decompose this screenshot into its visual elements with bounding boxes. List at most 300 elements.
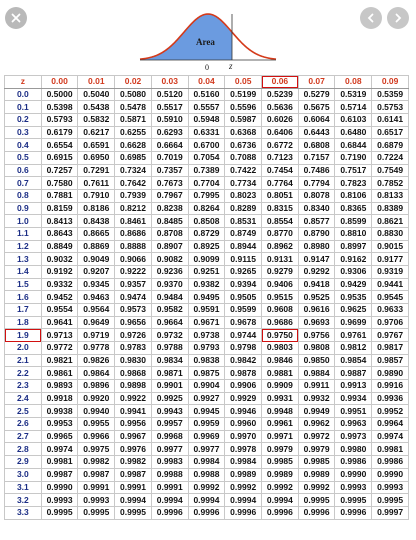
table-row — [5, 88, 409, 101]
table-cell: 0.6950 — [78, 152, 115, 165]
row-z-value: 1.6 — [5, 291, 42, 304]
table-cell: 0.5319 — [335, 88, 372, 101]
table-cell: 0.9788 — [151, 342, 188, 355]
table-cell: 0.7642 — [115, 177, 152, 190]
table-cell: 0.9545 — [372, 291, 409, 304]
table-cell: 0.9898 — [115, 380, 152, 393]
row-z-value: 3.2 — [5, 494, 42, 507]
table-cell: 0.9803 — [262, 342, 299, 355]
table-cell: 0.9846 — [262, 354, 299, 367]
table-cell: 0.6331 — [188, 126, 225, 139]
table-cell: 0.6554 — [41, 139, 78, 152]
table-cell: 0.7580 — [41, 177, 78, 190]
row-z-value: 2.3 — [5, 380, 42, 393]
table-cell: 0.9973 — [335, 430, 372, 443]
table-cell: 0.6443 — [298, 126, 335, 139]
table-cell: 0.7852 — [372, 177, 409, 190]
table-cell: 0.9979 — [262, 443, 299, 456]
table-cell: 0.6255 — [115, 126, 152, 139]
row-z-value: 0.1 — [5, 101, 42, 114]
normal-curve-diagram — [0, 0, 416, 74]
table-cell: 0.5279 — [298, 88, 335, 101]
table-cell: 0.6700 — [188, 139, 225, 152]
table-cell: 0.7088 — [225, 152, 262, 165]
table-cell: 0.9996 — [151, 506, 188, 519]
table-cell: 0.9750 — [262, 329, 299, 342]
table-row — [5, 506, 409, 519]
table-cell: 0.8790 — [298, 228, 335, 241]
table-row — [5, 152, 409, 165]
row-z-value: 0.0 — [5, 88, 42, 101]
table-cell: 0.9989 — [225, 468, 262, 481]
table-cell: 0.9864 — [78, 367, 115, 380]
table-cell: 0.9995 — [298, 494, 335, 507]
table-row — [5, 494, 409, 507]
table-cell: 0.9986 — [335, 456, 372, 469]
table-cell: 0.9738 — [188, 329, 225, 342]
table-cell: 0.9996 — [225, 506, 262, 519]
table-cell: 0.9884 — [298, 367, 335, 380]
table-cell: 0.9678 — [225, 316, 262, 329]
table-cell: 0.9441 — [372, 278, 409, 291]
table-cell: 0.8980 — [298, 240, 335, 253]
table-cell: 0.9936 — [372, 392, 409, 405]
table-cell: 0.9989 — [298, 468, 335, 481]
table-cell: 0.9989 — [262, 468, 299, 481]
table-cell: 0.9817 — [372, 342, 409, 355]
table-cell: 0.9147 — [298, 253, 335, 266]
table-cell: 0.9656 — [115, 316, 152, 329]
table-cell: 0.7019 — [151, 152, 188, 165]
table-cell: 0.9641 — [41, 316, 78, 329]
table-cell: 0.9997 — [372, 506, 409, 519]
table-cell: 0.7734 — [225, 177, 262, 190]
table-cell: 0.8186 — [78, 202, 115, 215]
table-cell: 0.9990 — [335, 468, 372, 481]
table-cell: 0.6064 — [298, 114, 335, 127]
table-cell: 0.9993 — [41, 494, 78, 507]
table-cell: 0.7422 — [225, 164, 262, 177]
table-cell: 0.7910 — [78, 190, 115, 203]
table-cell: 0.9857 — [372, 354, 409, 367]
table-cell: 0.8438 — [78, 215, 115, 228]
table-cell: 0.9934 — [335, 392, 372, 405]
column-header: 0.07 — [298, 76, 335, 89]
table-cell: 0.7611 — [78, 177, 115, 190]
table-row — [5, 380, 409, 393]
table-cell: 0.6772 — [262, 139, 299, 152]
table-cell: 0.9162 — [335, 253, 372, 266]
table-cell: 0.5714 — [335, 101, 372, 114]
table-cell: 0.9032 — [41, 253, 78, 266]
table-cell: 0.9554 — [41, 304, 78, 317]
table-cell: 0.9953 — [41, 418, 78, 431]
row-z-value: 1.8 — [5, 316, 42, 329]
table-row — [5, 354, 409, 367]
table-cell: 0.8708 — [151, 228, 188, 241]
column-header: 0.05 — [225, 76, 262, 89]
table-cell: 0.7224 — [372, 152, 409, 165]
table-cell: 0.6179 — [41, 126, 78, 139]
table-cell: 0.9664 — [151, 316, 188, 329]
row-z-value: 1.1 — [5, 228, 42, 241]
table-cell: 0.9808 — [298, 342, 335, 355]
table-cell: 0.7549 — [372, 164, 409, 177]
table-cell: 0.9686 — [262, 316, 299, 329]
table-cell: 0.8315 — [262, 202, 299, 215]
table-cell: 0.9830 — [115, 354, 152, 367]
table-cell: 0.5040 — [78, 88, 115, 101]
row-z-value: 0.4 — [5, 139, 42, 152]
table-cell: 0.9994 — [262, 494, 299, 507]
column-header: 0.00 — [41, 76, 78, 89]
row-z-value: 1.3 — [5, 253, 42, 266]
table-cell: 0.9893 — [41, 380, 78, 393]
table-cell: 0.9995 — [78, 506, 115, 519]
table-cell: 0.9994 — [188, 494, 225, 507]
table-row — [5, 430, 409, 443]
table-cell: 0.9995 — [335, 494, 372, 507]
table-cell: 0.9292 — [298, 266, 335, 279]
table-cell: 0.9767 — [372, 329, 409, 342]
area-label: Area — [196, 37, 215, 47]
table-cell: 0.9995 — [41, 506, 78, 519]
table-cell: 0.9719 — [78, 329, 115, 342]
table-cell: 0.8810 — [335, 228, 372, 241]
row-z-value: 2.0 — [5, 342, 42, 355]
row-z-value: 1.0 — [5, 215, 42, 228]
table-row — [5, 316, 409, 329]
table-cell: 0.9993 — [372, 481, 409, 494]
table-cell: 0.6368 — [225, 126, 262, 139]
table-row — [5, 215, 409, 228]
table-cell: 0.9961 — [262, 418, 299, 431]
table-cell: 0.9956 — [115, 418, 152, 431]
table-cell: 0.7157 — [298, 152, 335, 165]
table-cell: 0.9474 — [115, 291, 152, 304]
row-z-value: 2.5 — [5, 405, 42, 418]
table-row — [5, 126, 409, 139]
table-cell: 0.8340 — [298, 202, 335, 215]
table-cell: 0.9970 — [225, 430, 262, 443]
table-cell: 0.8289 — [225, 202, 262, 215]
table-cell: 0.9987 — [78, 468, 115, 481]
table-cell: 0.9713 — [41, 329, 78, 342]
row-z-value: 1.2 — [5, 240, 42, 253]
table-cell: 0.5000 — [41, 88, 78, 101]
table-cell: 0.9987 — [41, 468, 78, 481]
table-cell: 0.9744 — [225, 329, 262, 342]
table-cell: 0.5596 — [225, 101, 262, 114]
table-cell: 0.9975 — [78, 443, 115, 456]
table-cell: 0.9955 — [78, 418, 115, 431]
table-cell: 0.9616 — [298, 304, 335, 317]
table-cell: 0.9922 — [115, 392, 152, 405]
table-cell: 0.8159 — [41, 202, 78, 215]
table-cell: 0.9931 — [262, 392, 299, 405]
table-cell: 0.9887 — [335, 367, 372, 380]
table-cell: 0.7357 — [151, 164, 188, 177]
table-cell: 0.7257 — [41, 164, 78, 177]
table-cell: 0.9222 — [115, 266, 152, 279]
table-row — [5, 456, 409, 469]
table-cell: 0.9901 — [151, 380, 188, 393]
table-row — [5, 329, 409, 342]
table-cell: 0.7673 — [151, 177, 188, 190]
table-cell: 0.7995 — [188, 190, 225, 203]
table-cell: 0.8849 — [41, 240, 78, 253]
table-cell: 0.9861 — [41, 367, 78, 380]
table-cell: 0.9932 — [298, 392, 335, 405]
table-cell: 0.9987 — [115, 468, 152, 481]
table-row — [5, 202, 409, 215]
table-cell: 0.9251 — [188, 266, 225, 279]
table-cell: 0.9890 — [372, 367, 409, 380]
table-cell: 0.9909 — [262, 380, 299, 393]
table-cell: 0.9115 — [225, 253, 262, 266]
table-cell: 0.5120 — [151, 88, 188, 101]
table-cell: 0.8686 — [115, 228, 152, 241]
row-z-value: 0.5 — [5, 152, 42, 165]
table-cell: 0.6591 — [78, 139, 115, 152]
table-cell: 0.9875 — [188, 367, 225, 380]
table-cell: 0.9913 — [335, 380, 372, 393]
table-cell: 0.9854 — [335, 354, 372, 367]
table-cell: 0.9591 — [188, 304, 225, 317]
table-cell: 0.9515 — [262, 291, 299, 304]
table-cell: 0.9988 — [151, 468, 188, 481]
z-label: z — [229, 61, 233, 71]
table-cell: 0.8133 — [372, 190, 409, 203]
row-z-value: 2.9 — [5, 456, 42, 469]
table-cell: 0.8023 — [225, 190, 262, 203]
table-cell: 0.9996 — [188, 506, 225, 519]
table-cell: 0.5948 — [188, 114, 225, 127]
table-cell: 0.5438 — [78, 101, 115, 114]
table-cell: 0.9564 — [78, 304, 115, 317]
table-cell: 0.6103 — [335, 114, 372, 127]
table-cell: 0.9082 — [151, 253, 188, 266]
table-cell: 0.9319 — [372, 266, 409, 279]
table-cell: 0.9916 — [372, 380, 409, 393]
table-cell: 0.5557 — [188, 101, 225, 114]
table-cell: 0.9649 — [78, 316, 115, 329]
table-cell: 0.7486 — [298, 164, 335, 177]
row-z-value: 2.1 — [5, 354, 42, 367]
table-cell: 0.7123 — [262, 152, 299, 165]
table-row — [5, 291, 409, 304]
table-cell: 0.5793 — [41, 114, 78, 127]
row-z-value: 0.2 — [5, 114, 42, 127]
table-cell: 0.9463 — [78, 291, 115, 304]
table-cell: 0.6026 — [262, 114, 299, 127]
table-cell: 0.6628 — [115, 139, 152, 152]
table-cell: 0.9177 — [372, 253, 409, 266]
table-cell: 0.8238 — [151, 202, 188, 215]
table-cell: 0.9838 — [188, 354, 225, 367]
table-cell: 0.9582 — [151, 304, 188, 317]
table-cell: 0.9977 — [151, 443, 188, 456]
row-z-value: 3.3 — [5, 506, 42, 519]
table-cell: 0.5753 — [372, 101, 409, 114]
table-cell: 0.9946 — [225, 405, 262, 418]
table-cell: 0.8413 — [41, 215, 78, 228]
table-cell: 0.9943 — [151, 405, 188, 418]
table-cell: 0.7967 — [151, 190, 188, 203]
table-cell: 0.5910 — [151, 114, 188, 127]
row-z-value: 3.1 — [5, 481, 42, 494]
column-header: 0.02 — [115, 76, 152, 89]
table-cell: 0.9996 — [298, 506, 335, 519]
table-cell: 0.9925 — [151, 392, 188, 405]
table-cell: 0.9984 — [225, 456, 262, 469]
table-cell: 0.9192 — [41, 266, 78, 279]
row-z-value: 2.6 — [5, 418, 42, 431]
table-cell: 0.9265 — [225, 266, 262, 279]
table-cell: 0.8508 — [188, 215, 225, 228]
table-cell: 0.9357 — [115, 278, 152, 291]
table-cell: 0.5636 — [262, 101, 299, 114]
table-cell: 0.9990 — [372, 468, 409, 481]
table-cell: 0.8888 — [115, 240, 152, 253]
table-row — [5, 278, 409, 291]
table-cell: 0.9699 — [335, 316, 372, 329]
table-cell: 0.9959 — [188, 418, 225, 431]
table-row — [5, 418, 409, 431]
table-cell: 0.9783 — [115, 342, 152, 355]
table-cell: 0.9990 — [41, 481, 78, 494]
table-cell: 0.8770 — [262, 228, 299, 241]
table-cell: 0.8485 — [151, 215, 188, 228]
table-cell: 0.6480 — [335, 126, 372, 139]
row-z-value: 1.9 — [5, 329, 42, 342]
table-cell: 0.8051 — [262, 190, 299, 203]
table-cell: 0.9993 — [335, 481, 372, 494]
table-row — [5, 367, 409, 380]
table-cell: 0.9850 — [298, 354, 335, 367]
table-cell: 0.9986 — [372, 456, 409, 469]
table-cell: 0.9131 — [262, 253, 299, 266]
table-cell: 0.5987 — [225, 114, 262, 127]
table-row — [5, 101, 409, 114]
table-cell: 0.9452 — [41, 291, 78, 304]
table-cell: 0.9345 — [78, 278, 115, 291]
row-z-value: 0.7 — [5, 177, 42, 190]
table-cell: 0.9992 — [262, 481, 299, 494]
table-cell: 0.8078 — [298, 190, 335, 203]
table-cell: 0.8869 — [78, 240, 115, 253]
table-cell: 0.8389 — [372, 202, 409, 215]
table-cell: 0.8554 — [262, 215, 299, 228]
column-header: 0.04 — [188, 76, 225, 89]
table-row — [5, 481, 409, 494]
table-cell: 0.8643 — [41, 228, 78, 241]
table-cell: 0.9394 — [225, 278, 262, 291]
table-cell: 0.8962 — [262, 240, 299, 253]
table-cell: 0.6808 — [298, 139, 335, 152]
table-cell: 0.9049 — [78, 253, 115, 266]
table-cell: 0.9778 — [78, 342, 115, 355]
table-row — [5, 190, 409, 203]
table-cell: 0.9996 — [262, 506, 299, 519]
table-cell: 0.7939 — [115, 190, 152, 203]
table-cell: 0.8106 — [335, 190, 372, 203]
table-cell: 0.6217 — [78, 126, 115, 139]
table-cell: 0.9985 — [262, 456, 299, 469]
table-cell: 0.9982 — [115, 456, 152, 469]
shaded-area — [140, 14, 232, 60]
table-cell: 0.7764 — [262, 177, 299, 190]
table-cell: 0.9988 — [188, 468, 225, 481]
table-cell: 0.7190 — [335, 152, 372, 165]
table-cell: 0.9868 — [115, 367, 152, 380]
table-cell: 0.8749 — [225, 228, 262, 241]
column-header: 0.03 — [151, 76, 188, 89]
table-cell: 0.8621 — [372, 215, 409, 228]
zero-label: 0 — [205, 63, 209, 72]
table-cell: 0.9918 — [41, 392, 78, 405]
table-cell: 0.9994 — [151, 494, 188, 507]
table-cell: 0.9991 — [115, 481, 152, 494]
table-cell: 0.9972 — [298, 430, 335, 443]
table-cell: 0.8461 — [115, 215, 152, 228]
table-cell: 0.9994 — [225, 494, 262, 507]
row-z-value: 0.9 — [5, 202, 42, 215]
table-cell: 0.9608 — [262, 304, 299, 317]
table-cell: 0.9980 — [335, 443, 372, 456]
table-row — [5, 266, 409, 279]
table-cell: 0.7704 — [188, 177, 225, 190]
table-cell: 0.9962 — [298, 418, 335, 431]
table-cell: 0.8729 — [188, 228, 225, 241]
table-cell: 0.9671 — [188, 316, 225, 329]
row-z-value: 0.3 — [5, 126, 42, 139]
table-cell: 0.6879 — [372, 139, 409, 152]
column-header-z: z — [5, 76, 42, 89]
table-cell: 0.9525 — [298, 291, 335, 304]
table-cell: 0.9960 — [225, 418, 262, 431]
table-cell: 0.5478 — [115, 101, 152, 114]
table-cell: 0.6141 — [372, 114, 409, 127]
table-cell: 0.8365 — [335, 202, 372, 215]
row-z-value: 2.7 — [5, 430, 42, 443]
table-row — [5, 177, 409, 190]
row-z-value: 0.6 — [5, 164, 42, 177]
table-cell: 0.9812 — [335, 342, 372, 355]
table-row — [5, 240, 409, 253]
table-cell: 0.9964 — [372, 418, 409, 431]
table-cell: 0.7389 — [188, 164, 225, 177]
column-header: 0.08 — [335, 76, 372, 89]
table-cell: 0.5359 — [372, 88, 409, 101]
table-cell: 0.9992 — [225, 481, 262, 494]
table-cell: 0.5675 — [298, 101, 335, 114]
table-cell: 0.9949 — [298, 405, 335, 418]
table-cell: 0.9920 — [78, 392, 115, 405]
table-cell: 0.9406 — [262, 278, 299, 291]
table-row — [5, 228, 409, 241]
table-cell: 0.9984 — [188, 456, 225, 469]
table-cell: 0.7454 — [262, 164, 299, 177]
table-cell: 0.5199 — [225, 88, 262, 101]
row-z-value: 1.7 — [5, 304, 42, 317]
row-z-value: 3.0 — [5, 468, 42, 481]
table-cell: 0.9993 — [78, 494, 115, 507]
table-cell: 0.9756 — [298, 329, 335, 342]
table-row — [5, 304, 409, 317]
table-cell: 0.9505 — [225, 291, 262, 304]
table-cell: 0.5398 — [41, 101, 78, 114]
